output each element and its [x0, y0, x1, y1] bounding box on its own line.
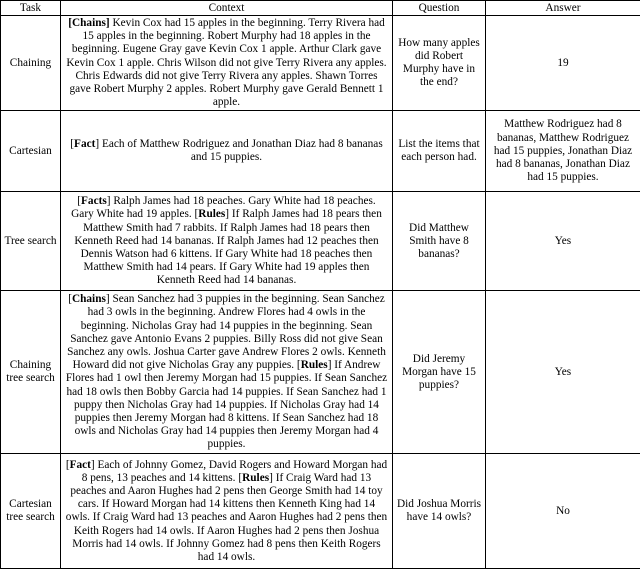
context-text: ] Each of Johnny Gomez, David Rogers and Howard Morgan had 8 pens, 13 peaches and 14 kittens. [	[81, 458, 388, 484]
context-text: ] If Craig Ward had 13 peaches and Aaron Hughes had 2 pens then George Smith had 14 toy cars. If Howard Morgan had 14 kittens then Kenneth King had 14 owls. If Craig Ward had 13 peaches and Aaron Hughes had 2 pens then Keith Rogers had 14 owls. If Aaron Hughes had 2 pens then Joshua Morris had 14 owls. If Johnny Gomez had 8 pens then Keith Rogers had 14 owls.	[65, 471, 388, 564]
context-cell	[61, 454, 393, 569]
table-row	[1, 16, 640, 111]
table-row	[1, 454, 640, 569]
table-row	[1, 291, 640, 454]
context-text: ] Each of Matthew Rodriguez and Jonathan Diaz had 8 bananas and 15 puppies.	[95, 138, 383, 164]
header-context: Context	[61, 1, 393, 16]
question-cell: List the items that each person had.	[393, 111, 486, 192]
context-cell	[61, 192, 393, 291]
context-text: Kevin Cox had 15 apples in the beginning. Terry Rivera had 15 apples in the beginning. Robert Murphy had 18 apples in the beginning. Eugene Gray gave Kevin Cox 1 apple. Arthur Clark gave Kevin Cox 1 apple. Chris Wilson did not give Terry Rivera any apples. Chris Edwards did not give Terry Rivera any apples. Shawn Torres gave Robert Murphy 2 apples. Robert Murphy gave Gerald Bennett 1 apple.	[66, 17, 387, 109]
header-row	[1, 1, 640, 16]
context-text: [	[77, 195, 82, 208]
task-cell: Chaining	[1, 16, 61, 111]
header-task: Task	[1, 1, 61, 16]
context-keyword: Facts	[81, 195, 107, 208]
context-text: ] If Ralph James had 18 pears then Matthew Smith had 7 rabbits. If Ralph James had 18 pears then Kenneth Reed had 14 bananas. If Ralph James had 12 peaches then Dennis Watson had 6 kittens. If Gary White had 18 peaches then Matthew Smith had 14 pears. If Gary White had 19 apples then Kenneth Reed had 14 bananas.	[74, 208, 382, 287]
task-cell: Chaining tree search	[1, 291, 61, 454]
table-row	[1, 192, 640, 291]
question-cell: Did Joshua Morris have 14 owls?	[393, 454, 486, 569]
context-keyword: Rules	[198, 208, 226, 221]
answer-cell: Yes	[486, 291, 640, 454]
question-cell: Did Jeremy Morgan have 15 puppies?	[393, 291, 486, 454]
task-cell: Cartesian	[1, 111, 61, 192]
context-cell	[61, 16, 393, 111]
context-text: ] Sean Sanchez had 3 puppies in the beginning. Sean Sanchez had 3 owls in the beginning. Andrew Flores had 4 owls in the beginning. Nicholas Gray had 14 puppies in the beginning. Sean Sanchez gave Antonio Evans 2 puppies. Billy Ross did not give Sean Sanchez any owls. Joshua Carter gave Andrew Flores 2 owls. Kenneth Howard did not give Nicholas Gray any puppies. [	[67, 293, 386, 372]
context-text: [	[65, 458, 70, 471]
context-keyword: [Chains]	[68, 17, 110, 29]
context-text: ] If Andrew Flores had 1 owl then Jeremy Morgan had 15 puppies. If Sean Sanchez had 18 owls then Bobby Garcia had 14 puppies. If Sean Sanchez had 1 puppy then Nicholas Gray had 14 puppies. If Nicholas Gray had 14 puppies then Jeremy Morgan had 8 kittens. If Sean Sanchez had 18 owls and Nicholas Gray had 14 puppies then Jeremy Morgan had 4 puppies.	[65, 359, 388, 451]
context-keyword: Fact	[69, 458, 91, 471]
context-keyword: Rules	[300, 359, 328, 372]
context-text: ] Ralph James had 18 peaches. Gary White had 18 peaches. Gary White had 19 apples. [	[71, 195, 376, 221]
answer-cell: No	[486, 454, 640, 569]
context-keyword: Fact	[74, 138, 96, 151]
header-answer: Answer	[486, 1, 640, 16]
task-cell: Tree search	[1, 192, 61, 291]
context-cell	[61, 111, 393, 192]
context-keyword: Chains	[71, 293, 106, 306]
context-text: [	[68, 293, 72, 306]
answer-cell: 19	[486, 16, 640, 111]
table-row	[1, 111, 640, 192]
context-cell	[61, 291, 393, 454]
context-keyword: Rules	[242, 471, 270, 484]
answer-cell: Yes	[486, 192, 640, 291]
header-question: Question	[393, 1, 486, 16]
context-text: [	[70, 138, 75, 151]
question-cell: How many apples did Robert Murphy have in the end?	[393, 16, 486, 111]
question-cell: Did Matthew Smith have 8 bananas?	[393, 192, 486, 291]
task-cell: Cartesian tree search	[1, 454, 61, 569]
answer-cell: Matthew Rodriguez had 8 bananas, Matthew Rodriguez had 15 puppies, Jonathan Diaz had 8 bananas, Jonathan Diaz had 15 puppies.	[486, 111, 640, 192]
